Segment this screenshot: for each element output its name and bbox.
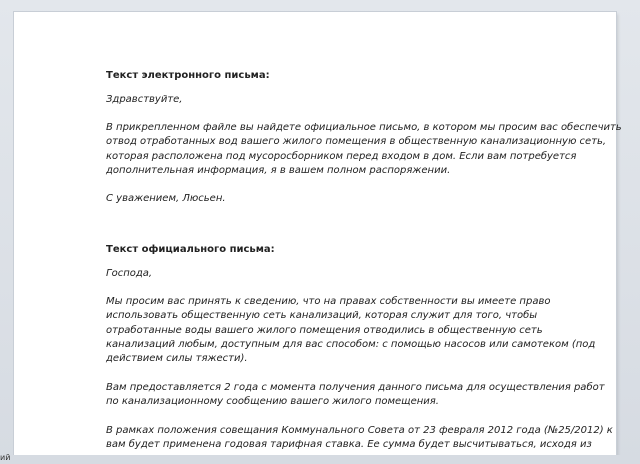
email-body — [106, 121, 622, 178]
official-heading: Текст официального письма: — [106, 244, 275, 255]
official-p2-line: Вам предоставляется 2 года с момента получения данного письма для осуществления работ — [106, 382, 605, 393]
official-p1-line: использовать общественную сеть канализаций, которая служит для того, чтобы — [106, 310, 538, 322]
official-p3-line: вам будет применена годовая тарифная ставка. Ее сумма будет высчитываться, исходя из — [106, 439, 592, 451]
email-heading: Текст электронного письма: — [106, 70, 270, 81]
official-p1-line: отработанные воды вашего жилого помещения отводились в общественную сеть — [106, 324, 543, 336]
email-signature-line: С уважением, Люсьен. — [106, 193, 226, 204]
email-body-line: дополнительная информация, я в вашем полном распоряжении. — [106, 164, 451, 176]
official-greeting — [106, 267, 586, 281]
official-paragraph-1 — [106, 295, 596, 366]
status-bar — [0, 455, 640, 464]
official-greeting-line: Господа, — [106, 268, 153, 279]
official-p1-line: Мы просим вас принять к сведению, что на правах собственности вы имеете право — [106, 296, 551, 307]
official-paragraph-3 — [106, 424, 613, 453]
email-body-line: отвод отработанных вод вашего жилого помещения в общественную канализационную сеть, — [106, 136, 607, 148]
official-p1-line: канализаций любым, доступным для вас способом: с помощью насосов или самотеком (под — [106, 338, 596, 350]
email-greeting — [106, 93, 586, 107]
document-page[interactable] — [14, 12, 622, 464]
official-p3-line: В рамках положения совещания Коммунального Совета от 23 февраля 2012 года (№25/2012) к — [106, 425, 613, 436]
email-greeting-line: Здравствуйте, — [106, 94, 183, 105]
status-bar-text: ий — [0, 453, 11, 462]
email-body-line: В прикрепленном файле вы найдете официальное письмо, в котором мы просим вас обеспечить — [106, 122, 622, 133]
official-p2-line: по канализационному сообщению вашего жилого помещения. — [106, 396, 439, 408]
email-signature — [106, 192, 586, 206]
official-paragraph-2 — [106, 381, 605, 410]
official-p1-line: действием силы тяжести). — [106, 353, 248, 365]
email-body-line: которая расположена под мусоросборником перед входом в дом. Если вам потребуется — [106, 150, 577, 162]
